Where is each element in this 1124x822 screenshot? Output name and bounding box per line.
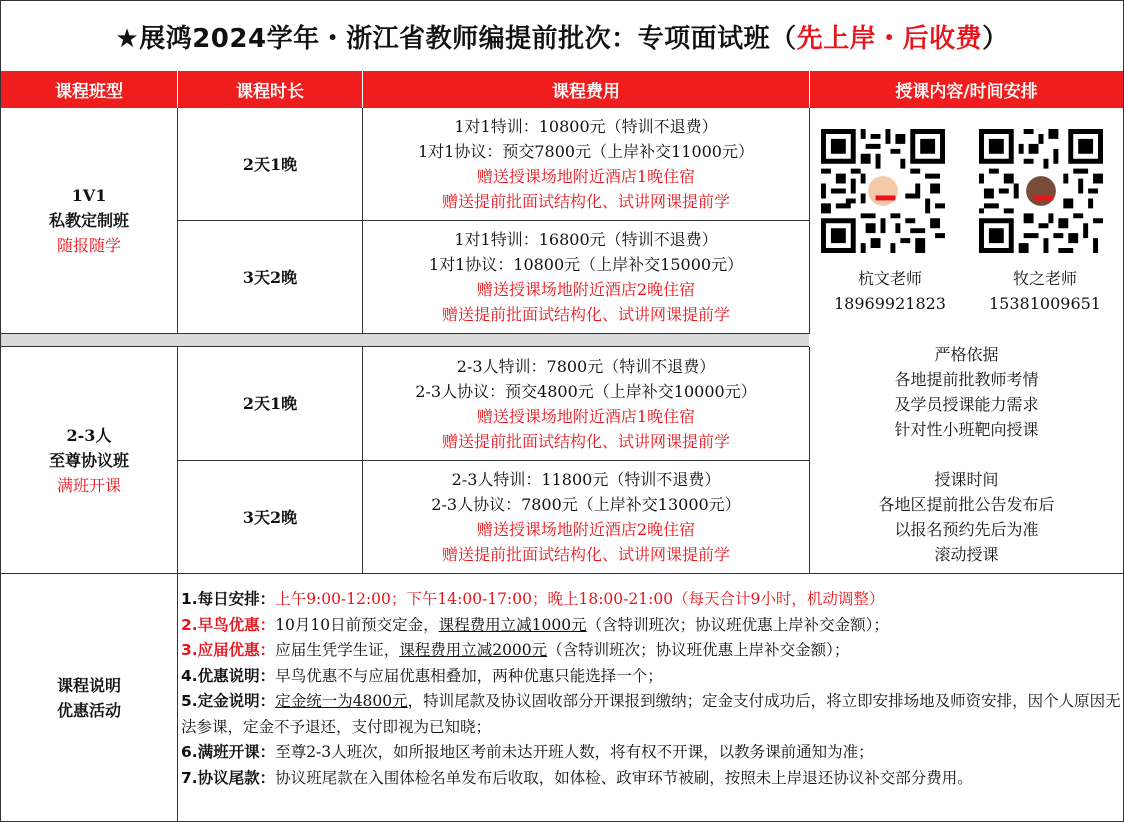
class-type-line1: 2-3人	[66, 425, 112, 445]
class-type-group	[1, 347, 178, 574]
content-line: 各地提前批教师考情	[894, 370, 1039, 389]
notes-label-line: 优惠活动	[56, 700, 121, 720]
teacher-2	[965, 266, 1124, 316]
gift-line: 赠送授课场地附近酒店2晚住宿	[476, 520, 696, 539]
content-column	[810, 108, 1123, 574]
duration-cell: 3天2晚	[178, 221, 363, 334]
title-highlight: 先上岸・后收费	[796, 23, 983, 54]
class-type-line1: 1V1	[71, 186, 107, 205]
title-suffix: ）	[982, 23, 1009, 54]
fee-line: 2-3人协议：预交4800元（上岸补交10000元）	[415, 381, 757, 401]
fee-line: 2-3人协议：7800元（上岸补交13000元）	[431, 495, 741, 514]
notes-label-line: 课程说明	[56, 675, 121, 695]
note-item: 7.协议尾款：协议班尾款在入围体检名单发布后收取，如体检、政审环节被刷，按照未上岸退还协议补交部分费用。	[181, 768, 973, 787]
page-title	[1, 1, 1123, 72]
content-block	[810, 342, 1123, 442]
gift-line: 赠送授课场地附近酒店1晚住宿	[476, 406, 696, 426]
qr-code-icon[interactable]	[821, 129, 945, 253]
content-line: 严格依据	[934, 345, 999, 364]
note-item: 1.每日安排：上午9:00-12:00；下午14:00-17:00；晚上18:00-21:00（每天合计9小时，机动调整）	[181, 590, 885, 608]
time-line: 以报名预约先后为准	[894, 520, 1039, 539]
header-duration: 课程时长	[178, 71, 363, 108]
gift-line: 赠送提前批面试结构化、试讲网课提前学	[441, 545, 730, 564]
fee-line: 2-3人特训：7800元（特训不退费）	[456, 356, 716, 376]
teacher-name: 杭文老师	[857, 269, 922, 288]
class-type-1v1	[1, 108, 178, 334]
note-item: 4.优惠说明：早鸟优惠不与应届优惠相叠加，两种优惠只能选择一个；	[181, 666, 663, 685]
header-class-type: 课程班型	[1, 71, 178, 108]
content-line: 及学员授课能力需求	[894, 395, 1039, 414]
content-line: 针对性小班靶向授课	[894, 420, 1039, 439]
time-line: 滚动授课	[934, 545, 999, 564]
notes-label	[1, 574, 178, 821]
duration-cell: 2天1晚	[178, 108, 363, 221]
fee-line: 1对1协议：10800元（上岸补交15000元）	[428, 255, 744, 274]
qr-code-icon[interactable]	[979, 129, 1103, 253]
note-item: 2.早鸟优惠：10月10日前预交定金，课程费用立减1000元（含特训班次；协议班优惠上岸补交金额）；	[181, 615, 889, 634]
teacher-1	[810, 266, 970, 316]
class-type-line2: 至尊协议班	[48, 450, 129, 470]
duration-cell: 2天1晚	[178, 347, 363, 461]
note-item: 5.定金说明：定金统一为4800元，特训尾款及协议固收部分开课报到缴纳；定金支付成功后，将立即安排场地及师资安排，因个人原因无法参课，定金不予退还，支付即视为已知晓；	[181, 692, 1121, 736]
teacher-phone: 15381009651	[989, 294, 1101, 313]
class-type-note: 满班开课	[56, 475, 121, 495]
header-content: 授课内容/时间安排	[810, 71, 1123, 108]
gift-line: 赠送授课场地附近酒店2晚住宿	[476, 280, 696, 299]
time-line: 各地区提前批公告发布后	[878, 495, 1055, 514]
time-line: 授课时间	[934, 470, 999, 489]
fee-cell	[363, 221, 810, 334]
time-block	[810, 467, 1123, 567]
class-type-line2: 私教定制班	[48, 211, 129, 230]
class-type-note: 随报随学	[56, 236, 121, 255]
fee-cell	[363, 108, 810, 221]
notes-list	[178, 587, 1124, 791]
fee-line: 2-3人特训：11800元（特训不退费）	[451, 470, 721, 489]
note-item: 3.应届优惠：应届生凭学生证，课程费用立减2000元（含特训班次；协议班优惠上岸补交金额）；	[181, 641, 850, 659]
fee-line: 1对1特训：16800元（特训不退费）	[454, 230, 718, 249]
teacher-name: 牧之老师	[1012, 269, 1077, 288]
duration-cell: 3天2晚	[178, 461, 363, 574]
teacher-phone: 18969921823	[834, 294, 946, 313]
gift-line: 赠送提前批面试结构化、试讲网课提前学	[441, 192, 730, 211]
group-separator	[1, 334, 809, 347]
header-fee: 课程费用	[363, 71, 810, 108]
gift-line: 赠送提前批面试结构化、试讲网课提前学	[441, 305, 730, 324]
gift-line: 赠送授课场地附近酒店1晚住宿	[476, 167, 696, 186]
fee-line: 1对1特训：10800元（特训不退费）	[454, 117, 718, 136]
title-prefix: ★展鸿2024学年・浙江省教师编提前批次：专项面试班（	[115, 23, 797, 54]
gift-line: 赠送提前批面试结构化、试讲网课提前学	[441, 431, 730, 451]
fee-cell	[363, 347, 810, 461]
note-item: 6.满班开课：至尊2-3人班次，如所报地区考前未达开班人数，将有权不开课，以教务课前通知为准；	[181, 743, 874, 761]
fee-cell	[363, 461, 810, 574]
fee-line: 1对1协议：预交7800元（上岸补交11000元）	[418, 142, 754, 161]
